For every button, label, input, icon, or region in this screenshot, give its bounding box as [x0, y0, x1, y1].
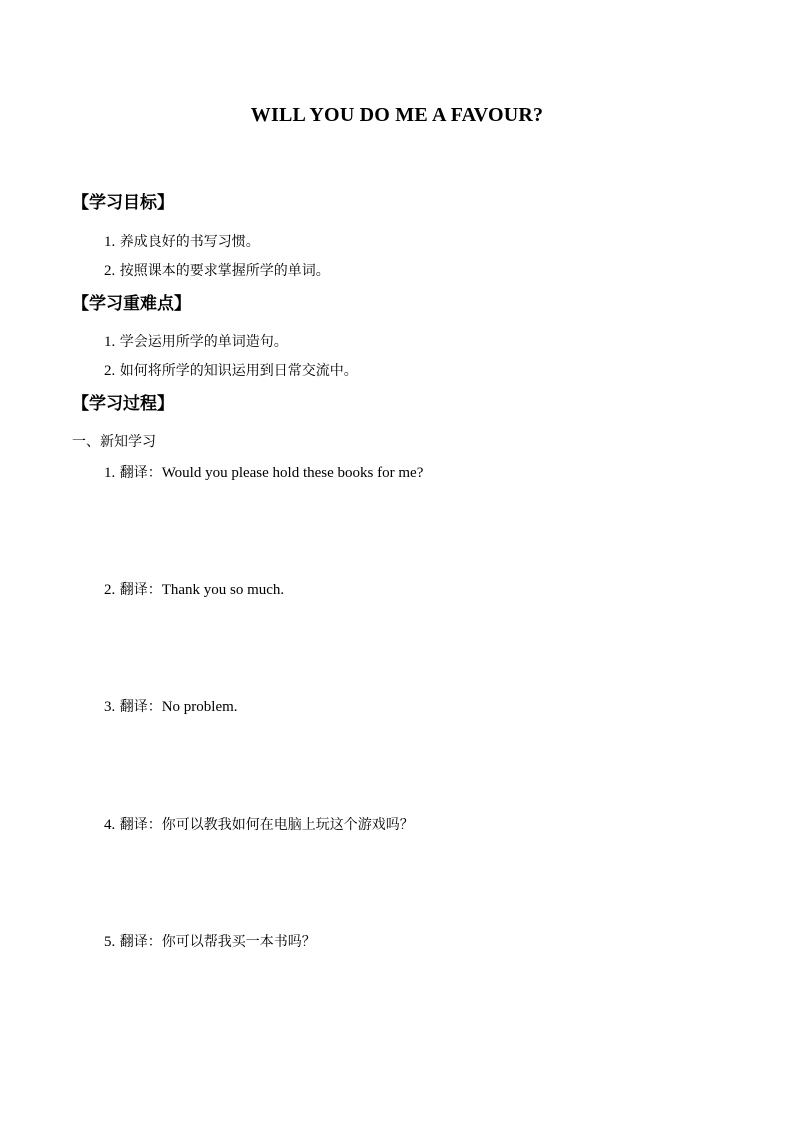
- key-point-item-2: [104, 360, 358, 380]
- section-heading-goals: 【学习目标】: [72, 193, 174, 213]
- goal-item-1-text: 养成良好的书写习惯。: [119, 234, 260, 250]
- translation-item-2-prefix: 翻译：: [119, 582, 162, 598]
- translation-item-5-text: 你可以帮我买一本书吗？: [161, 934, 316, 950]
- translation-item-1-prefix: 翻译：: [119, 465, 162, 481]
- goal-item-1: [104, 231, 260, 251]
- translation-item-1-number: 1.: [104, 465, 116, 481]
- section-heading-process: 【学习过程】: [72, 394, 174, 414]
- translation-item-5-number: 5.: [104, 934, 116, 950]
- translation-item-5-prefix: 翻译：: [119, 934, 162, 950]
- goal-item-1-number: 1.: [104, 234, 116, 250]
- translation-item-3-number: 3.: [104, 699, 116, 715]
- translation-item-2-text: Thank you so much.: [161, 582, 285, 598]
- translation-item-4-text: 你可以教我如何在电脑上玩这个游戏吗？: [161, 817, 414, 833]
- goal-item-2-number: 2.: [104, 263, 116, 279]
- key-point-item-1-number: 1.: [104, 334, 116, 350]
- translation-item-4: [104, 814, 414, 834]
- key-point-item-1-text: 学会运用所学的单词造句。: [119, 334, 288, 350]
- translation-item-2-number: 2.: [104, 582, 116, 598]
- translation-item-2: [104, 579, 284, 599]
- key-point-item-1: [104, 331, 288, 351]
- goal-item-2-text: 按照课本的要求掌握所学的单词。: [119, 263, 330, 279]
- translation-item-3: [104, 696, 238, 716]
- translation-item-1-text: Would you please hold these books for me?: [161, 465, 424, 481]
- translation-item-5: [104, 931, 316, 951]
- translation-item-4-prefix: 翻译：: [119, 817, 162, 833]
- translation-item-3-prefix: 翻译：: [119, 699, 162, 715]
- translation-item-1: [104, 462, 423, 482]
- key-point-item-2-number: 2.: [104, 363, 116, 379]
- subsection-new-knowledge: 一、新知学习: [72, 434, 156, 450]
- translation-item-4-number: 4.: [104, 817, 116, 833]
- document-title: WILL YOU DO ME A FAVOUR?: [250, 104, 544, 126]
- goal-item-2: [104, 260, 330, 280]
- key-point-item-2-text: 如何将所学的知识运用到日常交流中。: [119, 363, 358, 379]
- section-heading-key-points: 【学习重难点】: [72, 294, 191, 314]
- translation-item-3-text: No problem.: [161, 699, 238, 715]
